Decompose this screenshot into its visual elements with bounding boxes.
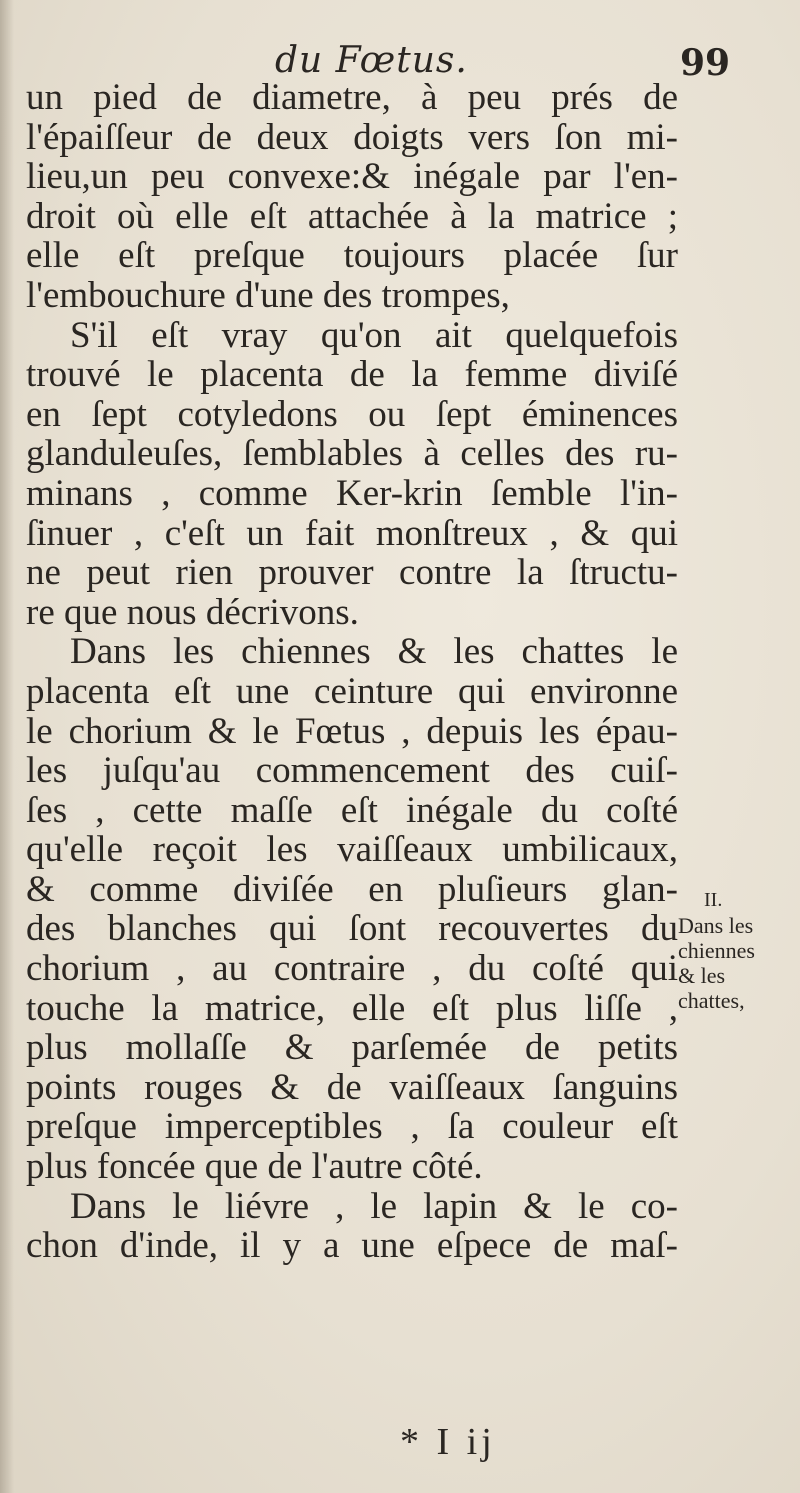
text-line: Dans les chiennes & les chattes le — [70, 632, 678, 672]
running-title: du Fœtus. — [275, 40, 468, 81]
text-line: glanduleuſes, ſemblables à celles des ru- — [26, 434, 678, 474]
text-line: des blanches qui ſont recouvertes du — [26, 909, 678, 950]
text-line: placenta eſt une ceinture qui environne — [26, 671, 678, 712]
text-line: & comme diviſée en pluſieurs glan- — [26, 869, 678, 910]
text-line: elle eſt preſque toujours placée ſur — [26, 236, 678, 276]
text-line: ne peut rien prouver contre la ſtructu- — [26, 553, 678, 593]
text-line: touche la matrice, elle eſt plus liſſe , — [26, 988, 678, 1029]
text-line: chorium , au contraire , du coſté qui — [26, 949, 678, 989]
margin-note-line: chiennes — [678, 938, 755, 963]
text-line: chon d'inde, il y a une eſpece de maſ- — [26, 1226, 678, 1266]
text-line: en ſept cotyledons ou ſept éminences — [26, 394, 678, 435]
page-number: 99 — [680, 42, 731, 84]
text-line: les juſqu'au commencement des cuiſ- — [26, 751, 678, 791]
text-line: points rouges & de vaiſſeaux ſanguins — [26, 1067, 678, 1108]
text-line: S'il eſt vray qu'on ait quelquefois — [70, 315, 678, 356]
text-line: preſque imperceptibles , ſa couleur eſt — [26, 1107, 678, 1148]
text-line: ſinuer , c'eſt un fait monſtreux , & qui — [26, 513, 678, 554]
text-line: plus foncée que de l'autre côté. — [26, 1147, 483, 1187]
gutter-shadow — [0, 0, 14, 1493]
text-line: qu'elle reçoit les vaiſſeaux umbilicaux, — [26, 830, 678, 870]
text-line: plus mollaſſe & parſemée de petits — [26, 1028, 678, 1068]
text-line: le chorium & le Fœtus , depuis les épau- — [26, 711, 678, 752]
text-line: l'épaiſſeur de deux doigts vers ſon mi- — [26, 117, 678, 158]
text-line: re que nous décrivons. — [26, 592, 359, 633]
margin-note-line: Dans les — [678, 913, 754, 938]
margin-note-line: chattes, — [678, 988, 745, 1013]
margin-note-number: II. — [704, 889, 723, 911]
text-line: Dans le liévre , le lapin & le co- — [70, 1186, 678, 1227]
text-line: un pied de diametre, à peu prés de — [26, 78, 678, 118]
margin-note — [678, 888, 798, 1013]
body-text — [26, 78, 678, 1266]
text-line: trouvé le placenta de la femme diviſé — [26, 355, 678, 395]
text-line: ſes , cette maſſe eſt inégale du coſté — [26, 790, 678, 831]
text-line: lieu,un peu convexe:& inégale par l'en- — [26, 157, 678, 197]
text-line: droit où elle eſt attachée à la matrice ; — [26, 196, 678, 237]
margin-note-line: & les — [678, 963, 726, 988]
signature-mark: * I ij — [400, 1421, 496, 1463]
text-line: minans , comme Ker-krin ſemble l'in- — [26, 473, 678, 514]
text-line: l'embouchure d'une des trompes, — [26, 275, 510, 316]
